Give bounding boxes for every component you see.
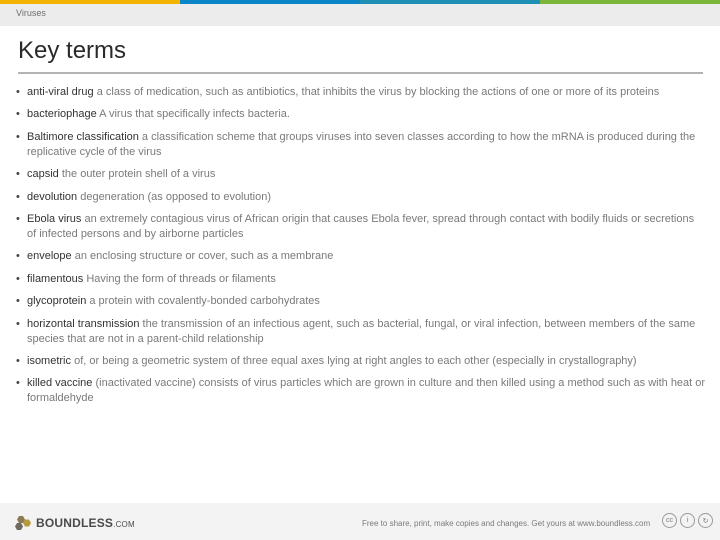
- term-definition: (inactivated vaccine) consists of virus particles which are grown in culture and then killed using a method such as with heat or formaldehyde: [27, 377, 706, 405]
- bullet-icon: •: [16, 295, 20, 308]
- key-term-item: [16, 212, 706, 242]
- term-definition: an extremely contagious virus of African origin that causes Ebola fever, spread through contact with bodily fluids or secretions of infected persons and by airborne particles: [27, 212, 695, 240]
- key-term-item: [16, 249, 706, 264]
- bullet-icon: •: [16, 354, 20, 367]
- bullet-icon: •: [16, 130, 20, 143]
- honeycomb-icon: [14, 515, 32, 531]
- share-alike-icon: ↻: [698, 513, 713, 528]
- key-term-item: [16, 167, 706, 182]
- key-term-item: [16, 354, 706, 369]
- key-term-item: [16, 190, 706, 205]
- section-label: Viruses: [16, 8, 46, 18]
- logo-text: BOUNDLESS.COM: [36, 516, 135, 530]
- bullet-icon: •: [16, 377, 20, 390]
- bullet-icon: •: [16, 108, 20, 121]
- term-name: killed vaccine: [27, 377, 93, 390]
- bullet-icon: •: [16, 168, 20, 181]
- key-term-item: [16, 294, 706, 309]
- key-term-item: [16, 272, 706, 287]
- bullet-icon: •: [16, 86, 20, 98]
- key-term-item: [16, 107, 706, 122]
- title-divider: [18, 72, 703, 74]
- bullet-icon: •: [16, 190, 20, 203]
- term-definition: an enclosing structure or cover, such as a membrane: [71, 250, 334, 263]
- bullet-icon: •: [16, 212, 20, 225]
- key-term-item: [16, 85, 706, 100]
- term-definition: a class of medication, such as antibiotics, that inhibits the virus by blocking the actions of one or more of its proteins: [93, 86, 660, 98]
- term-name: Baltimore classification: [27, 130, 139, 143]
- term-name: capsid: [27, 168, 59, 181]
- term-definition: Having the form of threads or filaments: [83, 272, 276, 285]
- term-definition: a classification scheme that groups viruses into seven classes according to how the mRNA is produced during the replicative cycle of the virus: [27, 130, 696, 158]
- key-terms-list: [16, 85, 706, 414]
- creative-commons-icon: cc: [662, 513, 677, 528]
- header-strip: [0, 4, 720, 26]
- term-name: filamentous: [27, 272, 84, 285]
- term-name: isometric: [27, 354, 72, 367]
- slide-title: Key terms: [18, 37, 127, 64]
- term-name: bacteriophage: [27, 108, 97, 121]
- key-term-item: [16, 130, 706, 160]
- term-name: anti-viral drug: [27, 86, 94, 98]
- term-definition: the outer protein shell of a virus: [58, 168, 216, 181]
- term-name: horizontal transmission: [27, 317, 140, 330]
- term-definition: A virus that specifically infects bacteria.: [96, 108, 290, 121]
- footer: [0, 503, 720, 540]
- license-note: Free to share, print, make copies and changes. Get yours at www.boundless.com: [362, 519, 651, 528]
- bullet-icon: •: [16, 272, 20, 285]
- key-term-item: [16, 317, 706, 347]
- term-name: Ebola virus: [27, 212, 82, 225]
- bullet-icon: •: [16, 250, 20, 263]
- term-definition: the transmission of an infectious agent, such as bacterial, fungal, or viral infection, between members of the same species that are not in a parent-child relationship: [27, 317, 696, 345]
- term-definition: of, or being a geometric system of three equal axes lying at right angles to each other (especially in crystallography): [71, 354, 637, 367]
- term-name: glycoprotein: [27, 295, 87, 308]
- boundless-logo[interactable]: [14, 515, 135, 531]
- bullet-icon: •: [16, 317, 20, 330]
- cc-license-badges[interactable]: [662, 513, 713, 528]
- attribution-icon: i: [680, 513, 695, 528]
- term-name: devolution: [27, 190, 78, 203]
- key-term-item: [16, 376, 706, 406]
- term-name: envelope: [27, 250, 72, 263]
- term-definition: degeneration (as opposed to evolution): [77, 190, 272, 203]
- term-definition: a protein with covalently-bonded carbohydrates: [86, 295, 320, 308]
